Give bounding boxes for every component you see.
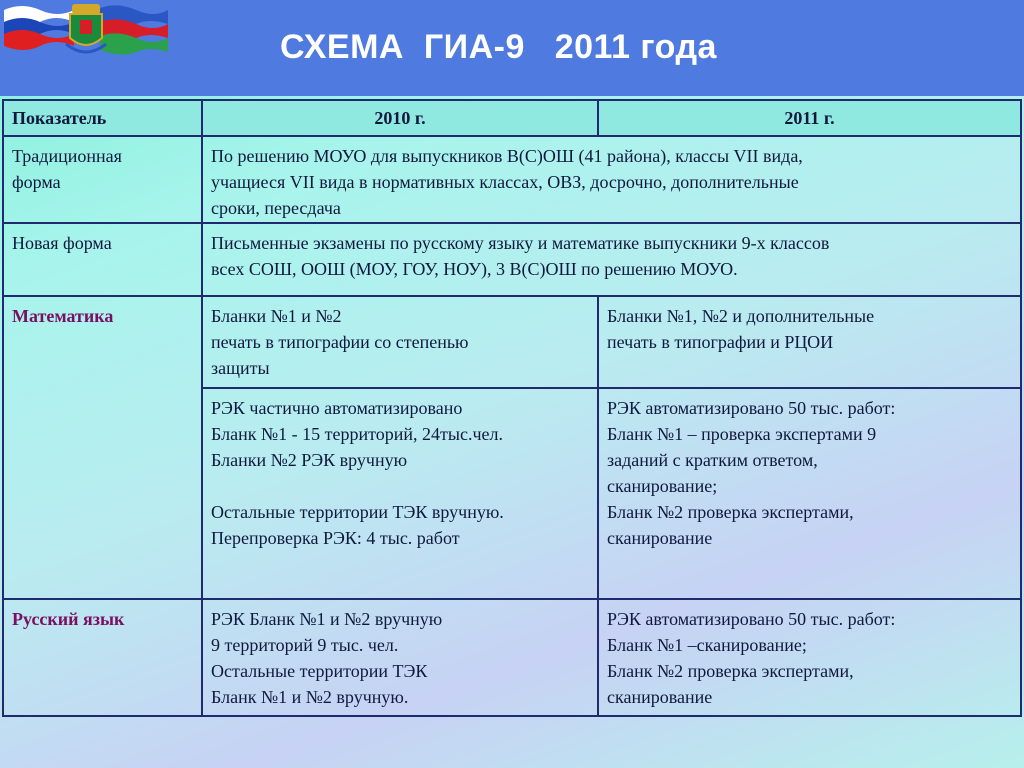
cell-new-form: Письменные экзамены по русскому языку и математике выпускники 9-х классов всех СОШ, ООШ (МОУ, ГОУ, НОУ), 3 В(С)ОШ по решению МОУО. — [202, 223, 1021, 296]
row-label-traditional: Традиционная форма — [3, 136, 202, 223]
row-label-new-form: Новая форма — [3, 223, 202, 296]
cell-russian-2010: РЭК Бланк №1 и №2 вручную 9 территорий 9 тыс. чел. Остальные территории ТЭК Бланк №1 и №2 вручную. — [202, 599, 598, 716]
table-header-row — [3, 100, 1021, 136]
row-label-russian: Русский язык — [3, 599, 202, 716]
table-row — [3, 136, 1021, 223]
cell-math-forms-2010: Бланки №1 и №2 печать в типографии со степенью защиты — [202, 296, 598, 388]
header-indicator: Показатель — [3, 100, 202, 136]
comparison-table — [2, 99, 1022, 717]
cell-math-forms-2011: Бланки №1, №2 и дополнительные печать в типографии и РЦОИ — [598, 296, 1021, 388]
russian-flag-icon — [4, 6, 74, 50]
table-row — [3, 296, 1021, 388]
header-2011: 2011 г. — [598, 100, 1021, 136]
page-title: СХЕМА ГИА-9 2011 года — [280, 28, 717, 66]
flags-emblem-icon — [0, 0, 170, 66]
table-row — [3, 599, 1021, 716]
cell-russian-2011: РЭК автоматизировано 50 тыс. работ: Бланк №1 –сканирование; Бланк №2 проверка экспертами, сканирование — [598, 599, 1021, 716]
header-2010: 2010 г. — [202, 100, 598, 136]
title-bar — [0, 0, 1024, 96]
krasnodar-flag-icon — [100, 5, 168, 54]
row-label-math: Математика — [3, 296, 202, 599]
cell-math-check-2010: РЭК частично автоматизировано Бланк №1 - 15 территорий, 24тыс.чел. Бланки №2 РЭК вручную Остальные территории ТЭК вручную. Перепроверка РЭК: 4 тыс. работ — [202, 388, 598, 599]
table-row — [3, 223, 1021, 296]
cell-math-check-2011: РЭК автоматизировано 50 тыс. работ: Бланк №1 – проверка экспертами 9 заданий с кратким ответом, сканирование; Бланк №2 проверка экспертами, сканирование — [598, 388, 1021, 599]
cell-traditional: По решению МОУО для выпускников В(С)ОШ (41 района), классы VII вида, учащиеся VII вида в нормативных классах, ОВЗ, досрочно, дополнительные сроки, пересдача — [202, 136, 1021, 223]
